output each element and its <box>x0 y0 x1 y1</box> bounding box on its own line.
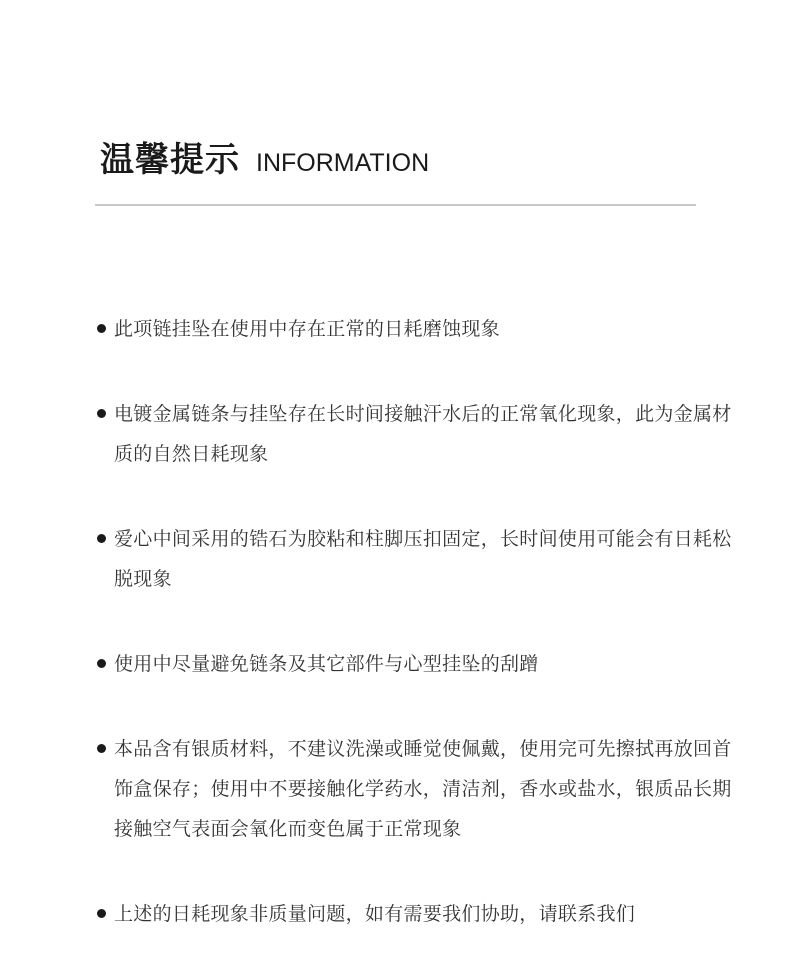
note-text: 此项链挂坠在使用中存在正常的日耗磨蚀现象 <box>114 318 501 340</box>
note-item <box>95 729 745 849</box>
note-item <box>95 894 745 934</box>
note-text: 电镀金属链条与挂坠存在长时间接触汗水后的正常氧化现象，此为金属材质的自然日耗现象 <box>114 403 732 465</box>
note-text: 爱心中间采用的锆石为胶粘和柱脚压扣固定，长时间使用可能会有日耗松脱现象 <box>114 528 732 590</box>
bullet-dot-icon <box>97 659 106 668</box>
bullet-dot-icon <box>97 324 106 333</box>
section-header <box>100 132 429 181</box>
note-item <box>95 309 745 349</box>
note-text: 上述的日耗现象非质量问题，如有需要我们协助，请联系我们 <box>114 903 636 925</box>
note-item <box>95 394 745 474</box>
header-divider <box>95 204 696 206</box>
note-item <box>95 519 745 599</box>
bullet-dot-icon <box>97 409 106 418</box>
note-text: 使用中尽量避免链条及其它部件与心型挂坠的刮蹭 <box>114 653 539 675</box>
bullet-dot-icon <box>97 909 106 918</box>
title-english: INFORMATION <box>256 149 430 177</box>
bullet-dot-icon <box>97 534 106 543</box>
note-text: 本品含有银质材料，不建议洗澡或睡觉使佩戴，使用完可先擦拭再放回首饰盒保存；使用中不要接触化学药水，清洁剂，香水或盐水，银质品长期接触空气表面会氧化而变色属于正常现象 <box>114 738 732 840</box>
bullet-dot-icon <box>97 744 106 753</box>
note-item <box>95 644 745 684</box>
title-chinese: 温馨提示 <box>100 140 240 180</box>
